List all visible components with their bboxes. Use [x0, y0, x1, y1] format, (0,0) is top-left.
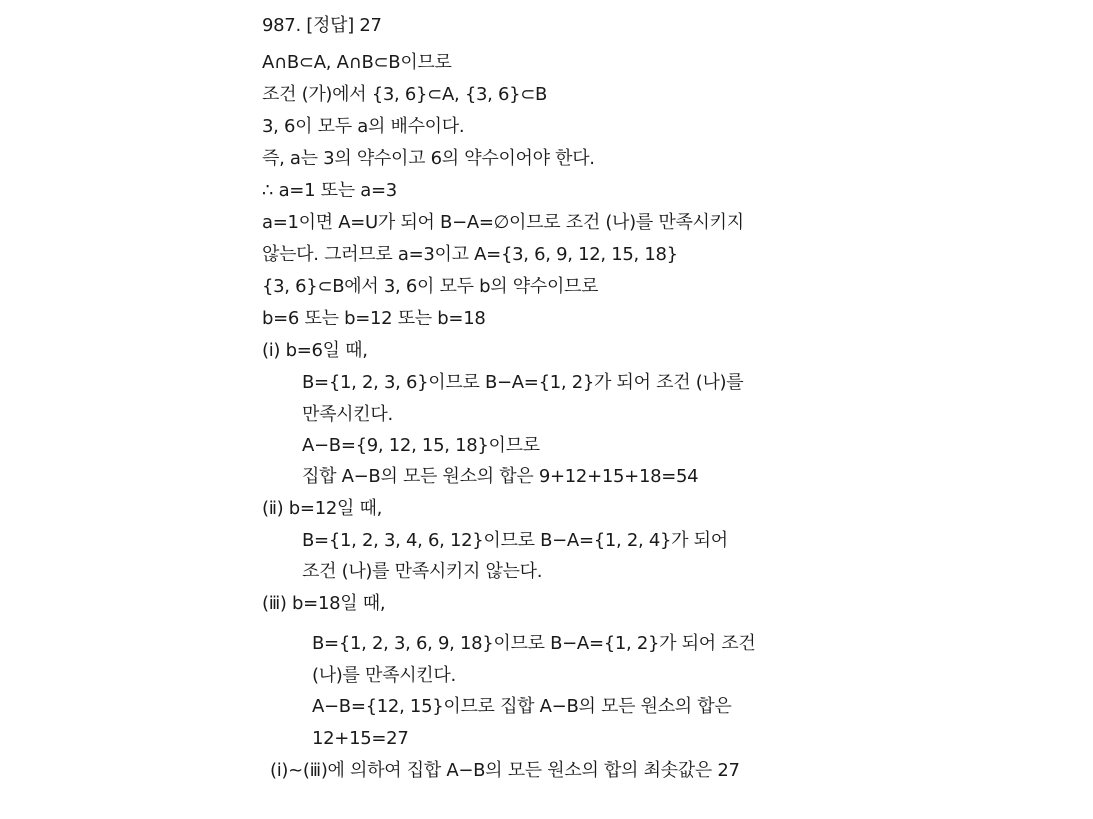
case-heading: (ⅲ) b=18일 때, — [262, 593, 386, 614]
text-line: 조건 (나)를 만족시키지 않는다. — [302, 561, 543, 582]
text-line: (나)를 만족시킨다. — [312, 665, 456, 686]
text-line: A∩B⊂A, A∩B⊂B이므로 — [262, 52, 452, 73]
text-line: B={1, 2, 3, 4, 6, 12}이므로 B−A={1, 2, 4}가 되어 — [302, 530, 728, 551]
text-line: {3, 6}⊂B에서 3, 6이 모두 b의 약수이므로 — [262, 276, 599, 297]
text-line: b=6 또는 b=12 또는 b=18 — [262, 308, 486, 329]
text-line: 만족시킨다. — [302, 404, 393, 425]
case-heading: (ⅱ) b=12일 때, — [262, 498, 383, 519]
case-heading: (ⅰ) b=6일 때, — [262, 340, 368, 361]
text-line: 12+15=27 — [312, 728, 409, 749]
conclusion-line: (ⅰ)~(ⅲ)에 의하여 집합 A−B의 모든 원소의 합의 최솟값은 27 — [270, 760, 740, 781]
text-line: 조건 (가)에서 {3, 6}⊂A, {3, 6}⊂B — [262, 84, 548, 105]
text-line: 즉, a는 3의 약수이고 6의 약수이어야 한다. — [262, 148, 595, 169]
text-line: A−B={12, 15}이므로 집합 A−B의 모든 원소의 합은 — [312, 696, 732, 717]
text-line: ∴ a=1 또는 a=3 — [262, 180, 397, 201]
text-line: B={1, 2, 3, 6, 9, 18}이므로 B−A={1, 2}가 되어 조건 — [312, 633, 756, 654]
text-line: 집합 A−B의 모든 원소의 합은 9+12+15+18=54 — [302, 466, 699, 487]
problem-header: 987. [정답] 27 — [262, 15, 382, 36]
text-line: a=1이면 A=U가 되어 B−A=∅이므로 조건 (나)를 만족시키지 — [262, 212, 744, 233]
text-line: 않는다. 그러므로 a=3이고 A={3, 6, 9, 12, 15, 18} — [262, 244, 678, 265]
text-line: B={1, 2, 3, 6}이므로 B−A={1, 2}가 되어 조건 (나)를 — [302, 372, 744, 393]
text-line: 3, 6이 모두 a의 배수이다. — [262, 116, 465, 137]
text-line: A−B={9, 12, 15, 18}이므로 — [302, 435, 540, 456]
